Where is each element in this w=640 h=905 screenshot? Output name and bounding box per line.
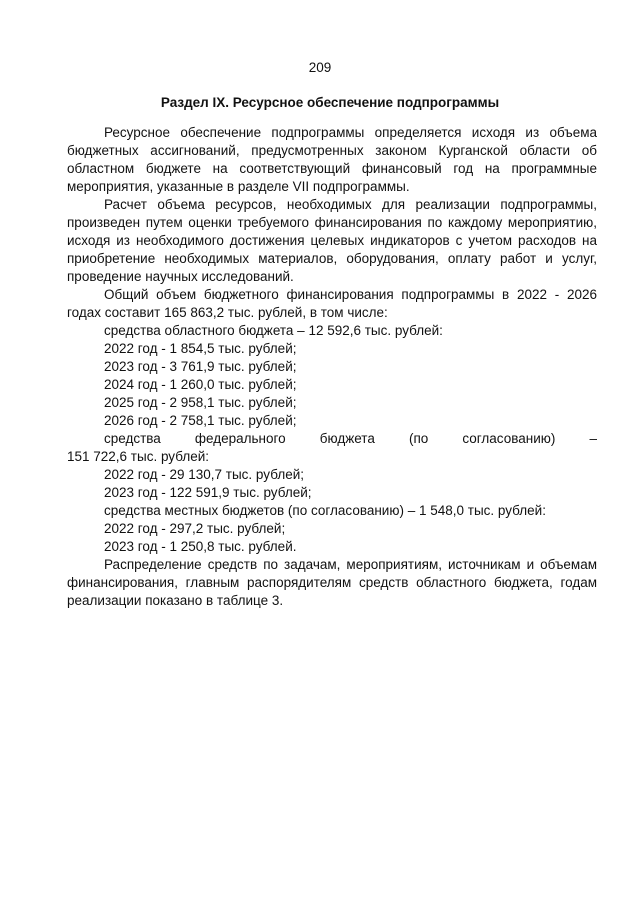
regional-year-2023: 2023 год - 3 761,9 тыс. рублей; [104, 359, 297, 374]
document-body [67, 124, 597, 610]
local-year-2023: 2023 год - 1 250,8 тыс. рублей. [104, 539, 297, 554]
page-number: 209 [308, 60, 332, 75]
paragraph-resource-provision: Ресурсное обеспечение подпрограммы определяется исходя из объема бюджетных ассигнований, предусмотренных законом Курганской области об областном бюджете на соответствующий финансовый год на программные мероприятия, указанные в разделе VII подпрограммы. [67, 125, 597, 194]
regional-budget-intro: средства областного бюджета – 12 592,6 тыс. рублей: [104, 323, 443, 338]
federal-year-2022: 2022 год - 29 130,7 тыс. рублей; [104, 467, 304, 482]
paragraph-resource-calculation: Расчет объема ресурсов, необходимых для реализации подпрограммы, произведен путем оценки требуемого финансирования по каждому мероприятию, исходя из необходимого достижения целевых индикаторов с учетом расходов на приобретение необходимых материалов, оборудования, оплату работ и услуг, проведение научных исследований. [67, 197, 597, 284]
section-title: Раздел IX. Ресурсное обеспечение подпрограммы [160, 95, 500, 110]
regional-year-2025: 2025 год - 2 958,1 тыс. рублей; [104, 395, 297, 410]
paragraph-distribution: Распределение средств по задачам, мероприятиям, источникам и объемам финансирования, главным распорядителям средств областного бюджета, годам реализации показано в таблице 3. [67, 557, 597, 608]
local-budget-intro: средства местных бюджетов (по согласованию) – 1 548,0 тыс. рублей: [104, 503, 546, 518]
regional-year-2026: 2026 год - 2 758,1 тыс. рублей; [104, 413, 297, 428]
regional-year-2024: 2024 год - 1 260,0 тыс. рублей; [104, 377, 297, 392]
paragraph-total-volume: Общий объем бюджетного финансирования подпрограммы в 2022 - 2026 годах составит 165 863,2 тыс. рублей, в том числе: [67, 287, 597, 320]
local-year-2022: 2022 год - 297,2 тыс. рублей; [104, 521, 286, 536]
regional-year-2022: 2022 год - 1 854,5 тыс. рублей; [104, 341, 297, 356]
federal-year-2023: 2023 год - 122 591,9 тыс. рублей; [104, 485, 312, 500]
federal-budget-intro: средства федерального бюджета (по согласованию) – [104, 431, 597, 446]
federal-budget-total: 151 722,6 тыс. рублей: [67, 449, 210, 464]
